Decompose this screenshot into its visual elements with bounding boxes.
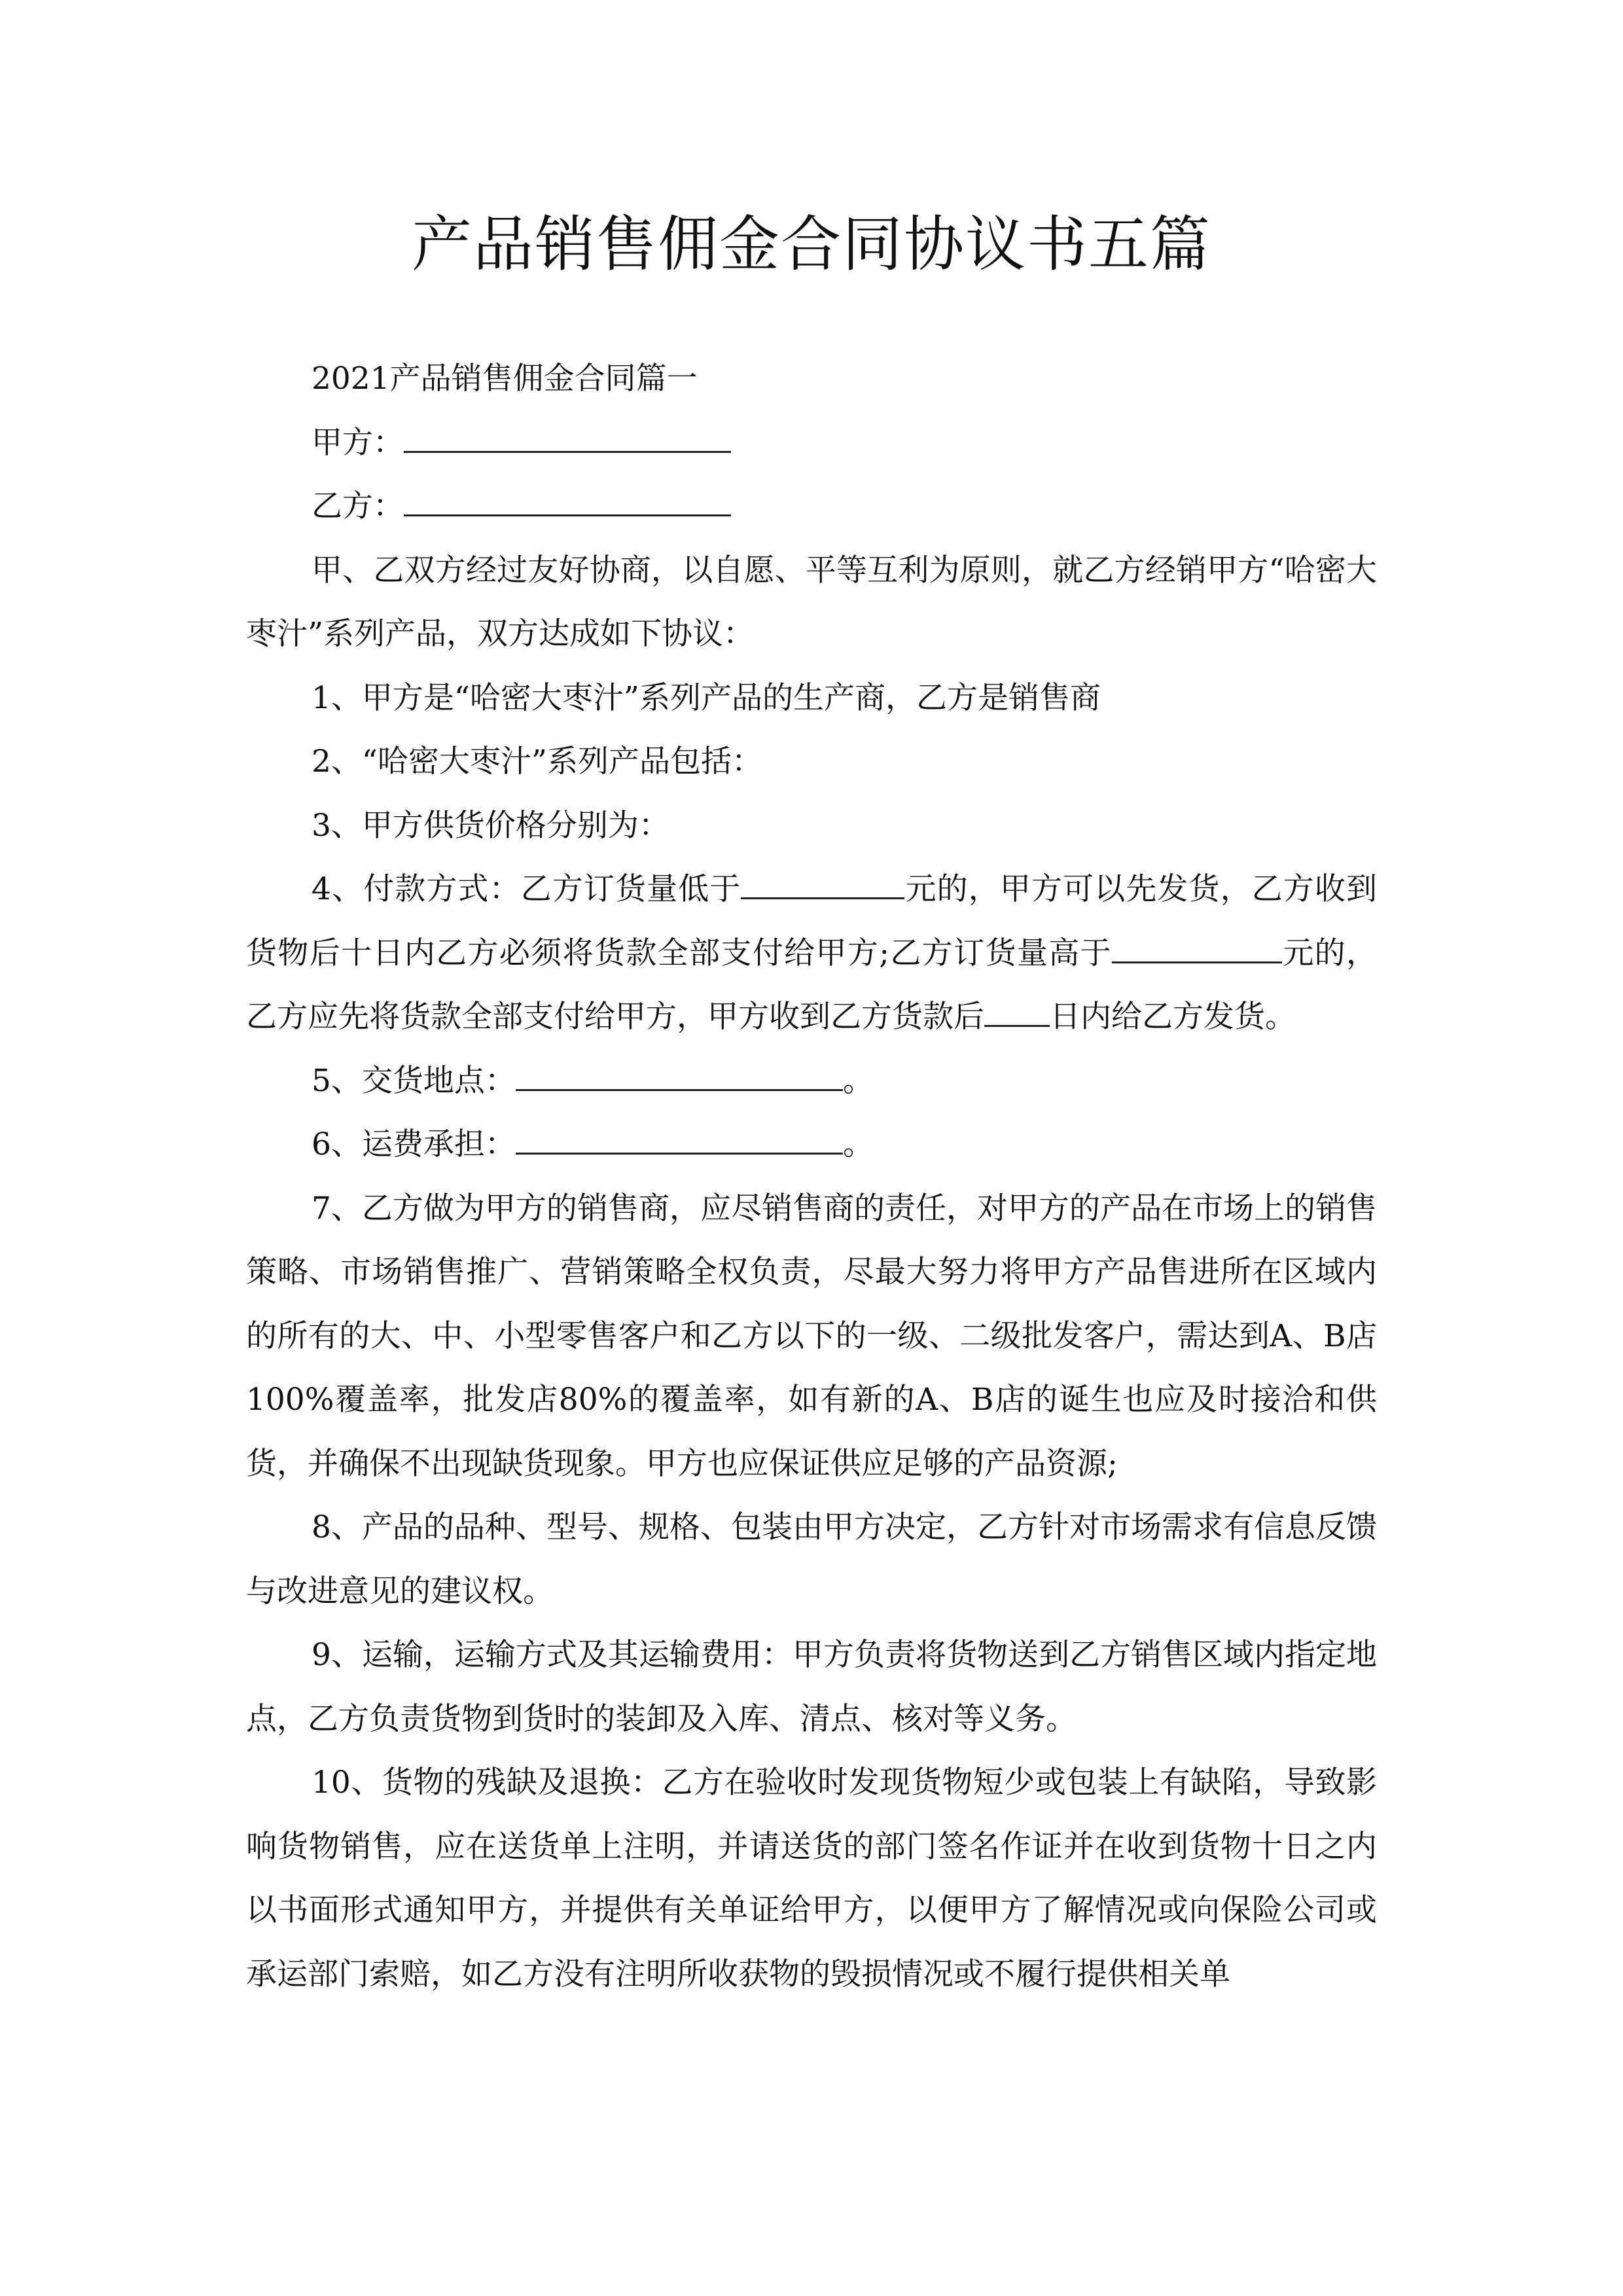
amount-high-blank xyxy=(1112,935,1282,963)
clause-5-label: 5、交货地点： xyxy=(312,1062,516,1099)
party-a-blank xyxy=(404,425,731,453)
clause-7: 7、乙方做为甲方的销售商，应尽销售商的责任，对甲方的产品在市场上的销售策略、市场销售推广、营销策略全权负责，尽最大努力将甲方产品售进所在区域内的所有的大、中、小型零售客户和乙方以下的一级、二级批发客户，需达到A、B店100%覆盖率，批发店80%的覆盖率，如有新的A、B店的诞生也应及时接洽和供货，并确保不出现缺货现象。甲方也应保证供应足够的产品资源; xyxy=(246,1190,1377,1482)
document-body xyxy=(246,347,1377,2006)
clause-5-period: 。 xyxy=(842,1062,874,1099)
clause-9: 9、运输，运输方式及其运输费用：甲方负责将货物送到乙方销售区域内指定地点，乙方负责货物到货时的装卸及入库、清点、核对等义务。 xyxy=(246,1637,1377,1737)
clause-2: 2、“哈密大枣汁”系列产品包括： xyxy=(312,744,762,780)
clause-4-part-d: 日内给乙方发货。 xyxy=(1050,999,1296,1035)
clause-8: 8、产品的品种、型号、规格、包装由甲方决定，乙方针对市场需求有信息反馈与改进意见的建议权。 xyxy=(246,1509,1377,1609)
days-blank xyxy=(984,999,1050,1027)
amount-low-blank xyxy=(741,871,904,899)
clause-4 xyxy=(246,857,1377,1049)
party-b-line xyxy=(246,475,1377,539)
section-heading: 2021产品销售佣金合同篇一 xyxy=(312,361,698,397)
document-title: 产品销售佣金合同协议书五篇 xyxy=(411,209,1211,279)
freight-blank xyxy=(516,1126,843,1155)
clause-10: 10、货物的残缺及退换：乙方在验收时发现货物短少或包装上有缺陷，导致影响货物销售，应在送货单上注明，并请送货的部门签名作证并在收到货物十日之内以书面形式通知甲方，并提供有关单证给甲方，以便甲方了解情况或向保险公司或承运部门索赔，如乙方没有注明所收获物的毁损情况或不履行提供相关单 xyxy=(246,1765,1377,1992)
party-b-label: 乙方： xyxy=(312,488,404,524)
intro-paragraph: 甲、乙双方经过友好协商，以自愿、平等互利为原则，就乙方经销甲方“哈密大枣汁”系列产品，双方达成如下协议： xyxy=(246,552,1377,652)
clause-4-part-b: 元的，甲方可以先发货，乙方收到货物后十日内乙方必须将货款全部支付给甲方;乙方订货量高于 xyxy=(246,871,1378,971)
party-b-blank xyxy=(404,488,731,516)
clause-3: 3、甲方供货价格分别为： xyxy=(312,807,669,844)
clause-6 xyxy=(246,1113,1377,1177)
party-a-label: 甲方： xyxy=(312,424,404,461)
clause-1: 1、甲方是“哈密大枣汁”系列产品的生产商，乙方是销售商 xyxy=(312,679,1101,716)
clause-4-part-a: 4、付款方式：乙方订货量低于 xyxy=(312,871,741,907)
clause-6-period: 。 xyxy=(842,1126,874,1162)
delivery-location-blank xyxy=(516,1063,843,1091)
party-a-line xyxy=(246,411,1377,475)
clause-5 xyxy=(246,1049,1377,1113)
clause-6-label: 6、运费承担： xyxy=(312,1126,516,1162)
clause-4-part-c: 元的，乙方应先将货款全部支付给甲方，甲方收到乙方货款后 xyxy=(246,935,1378,1035)
